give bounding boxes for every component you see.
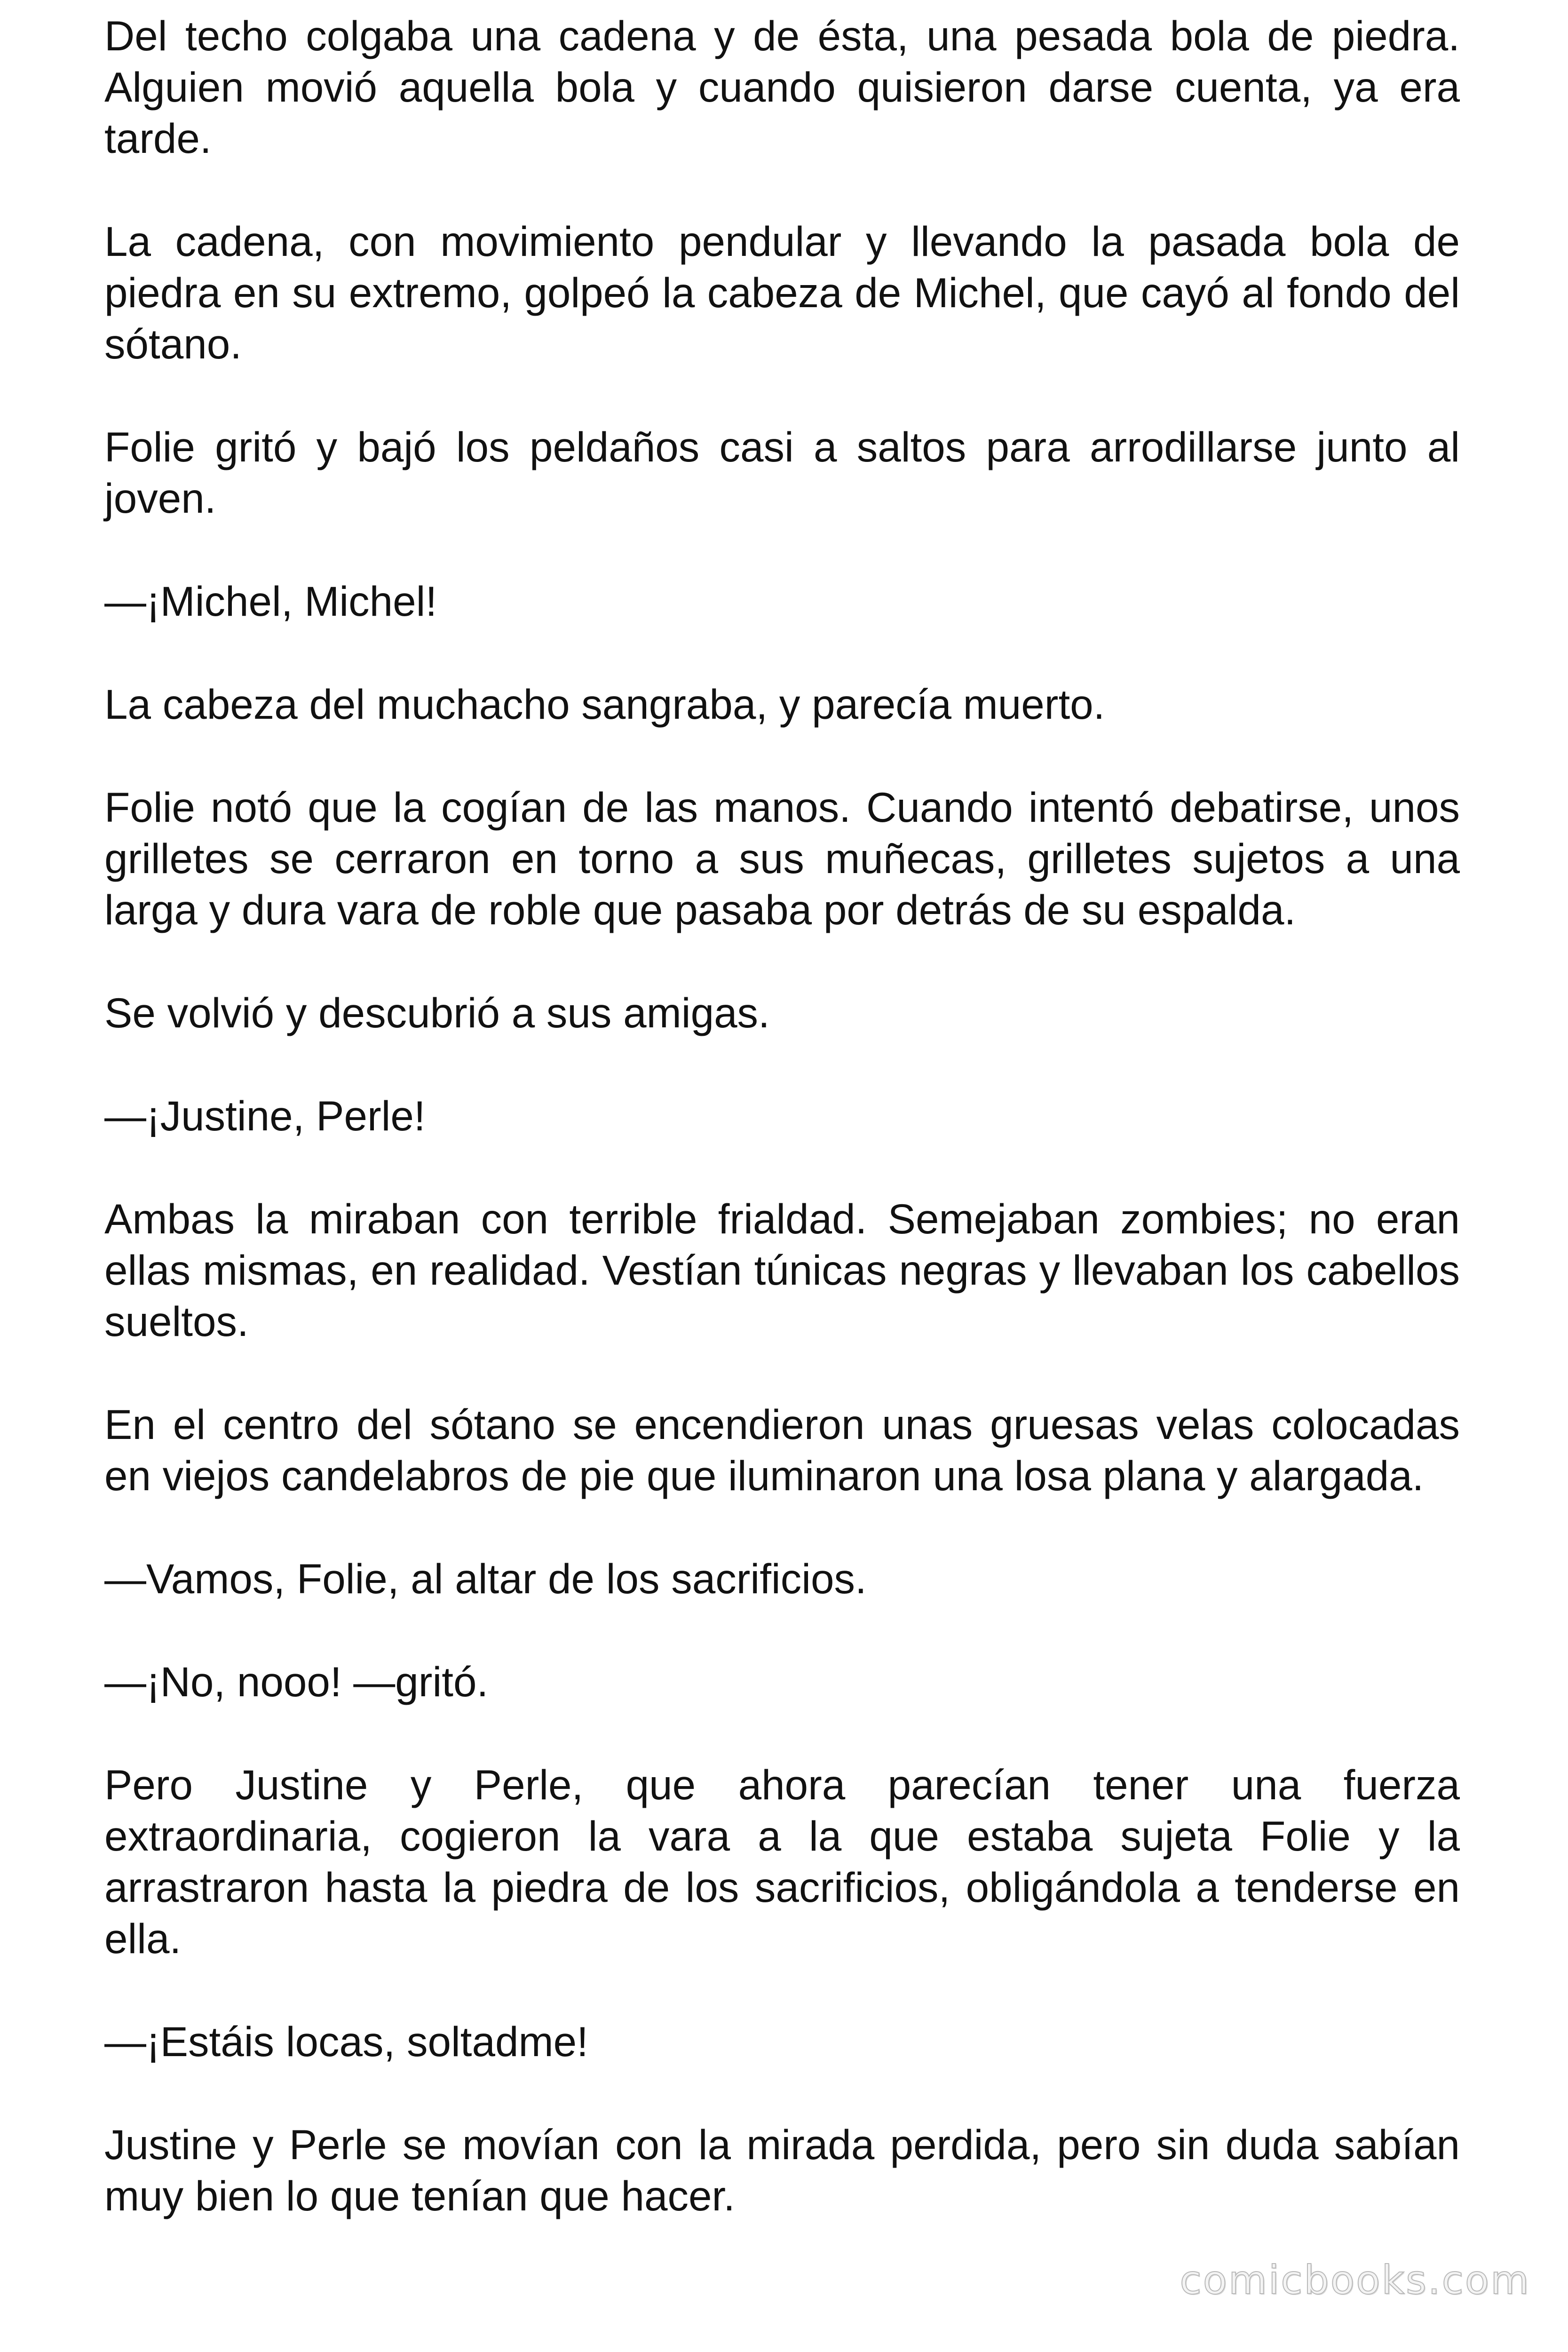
watermark: comicbooks.com bbox=[1180, 2257, 1530, 2303]
dialogue-line: —¡Justine, Perle! bbox=[104, 1092, 426, 1139]
paragraph: En el centro del sótano se encendieron unas gruesas velas colocadas en viejos candelabros de pie que iluminaron una losa plana y alargada. bbox=[104, 1401, 1460, 1499]
paragraph: Pero Justine y Perle, que ahora parecían tener una fuerza extraordinaria, cogieron la vara a la que estaba sujeta Folie y la arrastraron hasta la piedra de los sacrificios, obligándola a tenderse en ella. bbox=[104, 1761, 1460, 1962]
dialogue-line: —¡Estáis locas, soltadme! bbox=[104, 2018, 588, 2065]
paragraph: Justine y Perle se movían con la mirada perdida, pero sin duda sabían muy bien lo que tenían que hacer. bbox=[104, 2121, 1460, 2219]
paragraph: Se volvió y descubrió a sus amigas. bbox=[104, 989, 770, 1036]
paragraph: La cabeza del muchacho sangraba, y parecía muerto. bbox=[104, 681, 1105, 728]
paragraph: Del techo colgaba una cadena y de ésta, una pesada bola de piedra. Alguien movió aquella bola y cuando quisieron darse cuenta, ya era tarde. bbox=[104, 12, 1460, 162]
paragraph: Folie notó que la cogían de las manos. Cuando intentó debatirse, unos grilletes se cerraron en torno a sus muñecas, grilletes sujetos a una larga y dura vara de roble que pasaba por detrás de su espalda. bbox=[104, 784, 1460, 933]
dialogue-line: —Vamos, Folie, al altar de los sacrificios. bbox=[104, 1555, 867, 1602]
dialogue-line: —¡No, nooo! —gritó. bbox=[104, 1658, 489, 1705]
dialogue-line: —¡Michel, Michel! bbox=[104, 578, 437, 625]
paragraph: Folie gritó y bajó los peldaños casi a saltos para arrodillarse junto al joven. bbox=[104, 423, 1460, 522]
paragraph: Ambas la miraban con terrible frialdad. Semejaban zombies; no eran ellas mismas, en realidad. Vestían túnicas negras y llevaban los cabellos sueltos. bbox=[104, 1195, 1460, 1345]
story-text bbox=[104, 10, 1460, 2222]
paragraph: La cadena, con movimiento pendular y llevando la pasada bola de piedra en su extremo, golpeó la cabeza de Michel, que cayó al fondo del sótano. bbox=[104, 218, 1460, 367]
